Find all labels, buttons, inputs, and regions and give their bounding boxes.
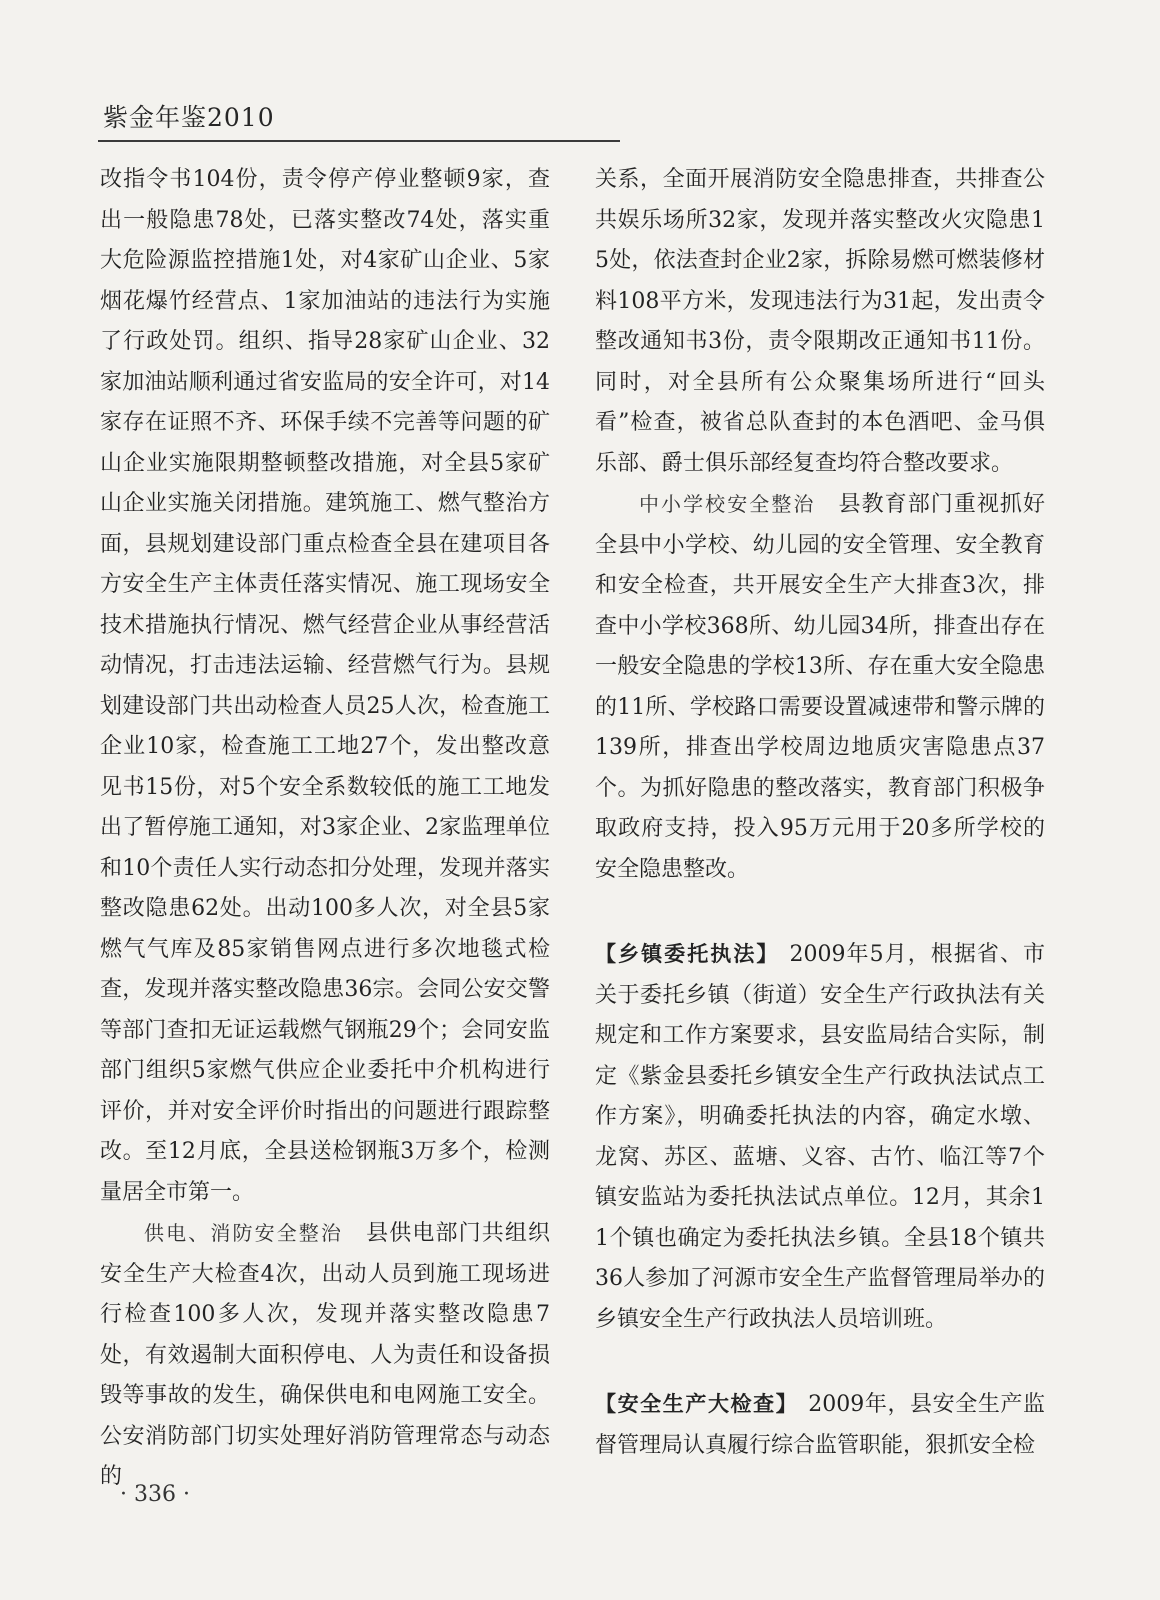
header-rule	[98, 140, 620, 142]
section-heading-safety-inspection: 【安全生产大检查】	[595, 1392, 799, 1416]
subhead-power-fire: 供电、消防安全整治	[144, 1221, 344, 1245]
section-gap	[595, 1340, 1045, 1384]
page-number: · 336 ·	[120, 1482, 190, 1507]
section-township-enforcement	[595, 934, 1045, 1340]
section-body-safety-inspection: 2009年，县安全生产监督管理局认真履行综合监管职能，狠抓安全检	[595, 1392, 1045, 1458]
left-column	[100, 160, 550, 1498]
right-column	[595, 160, 1045, 1466]
left-paragraph-2	[100, 1213, 550, 1498]
section-gap	[595, 890, 1045, 934]
subhead-school-safety: 中小学校安全整治	[639, 492, 816, 516]
section-safety-inspection	[595, 1384, 1045, 1466]
right-paragraph-1: 关系，全面开展消防安全隐患排查，共排查公共娱乐场所32家，发现并落实整改火灾隐患15处，依法查封企业2家，拆除易燃可燃装修材料108平方米，发现违法行为31起，发出责令整改通知书3份，责令限期改正通知书11份。同时，对全县所有公众聚集场所进行“回头看”检查，被省总队查封的本色酒吧、金马俱乐部、爵士俱乐部经复查均符合整改要求。	[595, 167, 1045, 476]
right-paragraph-2	[595, 484, 1045, 890]
section-body-township-enforcement: 2009年5月，根据省、市关于委托乡镇（街道）安全生产行政执法有关规定和工作方案要求，县安监局结合实际，制定《紫金县委托乡镇安全生产行政执法试点工作方案》，明确委托执法的内容，确定水墩、龙窝、苏区、蓝塘、义容、古竹、临江等7个镇安监站为委托执法试点单位。12月，其余11个镇也确定为委托执法乡镇。全县18个镇共36人参加了河源市安全生产监督管理局举办的乡镇安全生产行政执法人员培训班。	[595, 942, 1045, 1332]
section-heading-township-enforcement: 【乡镇委托执法】	[595, 942, 780, 966]
right-paragraph-2-body: 县教育部门重视抓好全县中小学校、幼儿园的安全管理、安全教育和安全检查，共开展安全生产大排查3次，排查中小学校368所、幼儿园34所，排查出存在一般安全隐患的学校13所、存在重大安全隐患的11所、学校路口需要设置减速带和警示牌的139所，排查出学校周边地质灾害隐患点37个。为抓好隐患的整改落实，教育部门积极争取政府支持，投入95万元用于20多所学校的安全隐患整改。	[595, 492, 1045, 882]
running-header: 紫金年鉴2010	[103, 103, 275, 132]
left-paragraph-1: 改指令书104份，责令停产停业整顿9家，查出一般隐患78处，已落实整改74处，落实重大危险源监控措施1处，对4家矿山企业、5家烟花爆竹经营点、1家加油站的违法行为实施了行政处罚。组织、指导28家矿山企业、32家加油站顺利通过省安监局的安全许可，对14家存在证照不齐、环保手续不完善等问题的矿山企业实施限期整顿整改措施，对全县5家矿山企业实施关闭措施。建筑施工、燃气整治方面，县规划建设部门重点检查全县在建项目各方安全生产主体责任落实情况、施工现场安全技术措施执行情况、燃气经营企业从事经营活动情况，打击违法运输、经营燃气行为。县规划建设部门共出动检查人员25人次，检查施工企业10家，检查施工工地27个，发出整改意见书15份，对5个安全系数较低的施工工地发出了暂停施工通知，对3家企业、2家监理单位和10个责任人实行动态扣分处理，发现并落实整改隐患62处。出动100多人次，对全县5家燃气气库及85家销售网点进行多次地毯式检查，发现并落实整改隐患36宗。会同公安交警等部门查扣无证运载燃气钢瓶29个；会同安监部门组织5家燃气供应企业委托中介机构进行评价，并对安全评价时指出的问题进行跟踪整改。至12月底，全县送检钢瓶3万多个，检测量居全市第一。	[100, 167, 550, 1205]
left-paragraph-2-body: 县供电部门共组织安全生产大检查4次，出动人员到施工现场进行检查100多人次，发现并落实整改隐患7处，有效遏制大面积停电、人为责任和设备损毁等事故的发生，确保供电和电网施工安全。公安消防部门切实处理好消防管理常态与动态的	[100, 1221, 550, 1489]
